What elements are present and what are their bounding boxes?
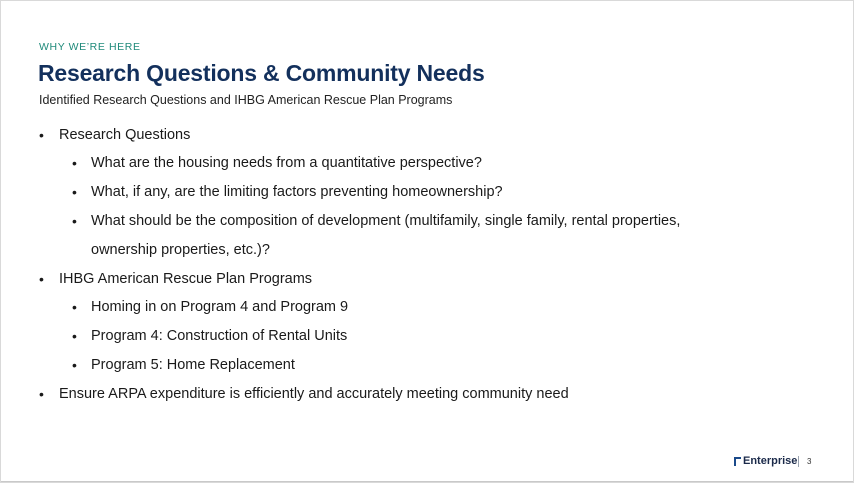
sub-bullet-item: What should be the composition of development (multifamily, single family, rental properties, — [91, 213, 681, 229]
sub-bullet-item: Program 5: Home Replacement — [91, 357, 295, 373]
bullet-icon: • — [72, 184, 77, 200]
slide-title: Research Questions & Community Needs — [38, 60, 485, 86]
bullet-item: Ensure ARPA expenditure is efficiently and accurately meeting community need — [59, 386, 569, 402]
logo-text: Enterprise — [743, 455, 798, 467]
sub-bullet-item: ownership properties, etc.)? — [91, 242, 270, 258]
bullet-icon: • — [72, 213, 77, 229]
page-number: 3 — [807, 457, 812, 466]
bullet-icon: • — [39, 271, 44, 287]
slide-subtitle: Identified Research Questions and IHBG American Rescue Plan Programs — [39, 93, 453, 107]
bullet-icon: • — [39, 127, 44, 143]
footer-divider — [798, 456, 799, 467]
bullet-icon: • — [72, 299, 77, 315]
bullet-item: Research Questions — [59, 127, 191, 143]
sub-bullet-item: What are the housing needs from a quantitative perspective? — [91, 155, 482, 171]
section-eyebrow: WHY WE’RE HERE — [39, 41, 141, 53]
sub-bullet-item: Homing in on Program 4 and Program 9 — [91, 299, 349, 315]
sub-bullet-item: Program 4: Construction of Rental Units — [91, 328, 348, 344]
bullet-icon: • — [39, 386, 44, 402]
enterprise-logo-icon — [734, 457, 741, 466]
bullet-item: IHBG American Rescue Plan Programs — [59, 271, 313, 287]
bullet-icon: • — [72, 357, 77, 373]
sub-bullet-item: What, if any, are the limiting factors preventing homeownership? — [91, 184, 503, 200]
enterprise-logo — [734, 455, 797, 467]
bullet-icon: • — [72, 155, 77, 171]
slide-bottom-border — [1, 481, 853, 482]
bullet-icon: • — [72, 328, 77, 344]
